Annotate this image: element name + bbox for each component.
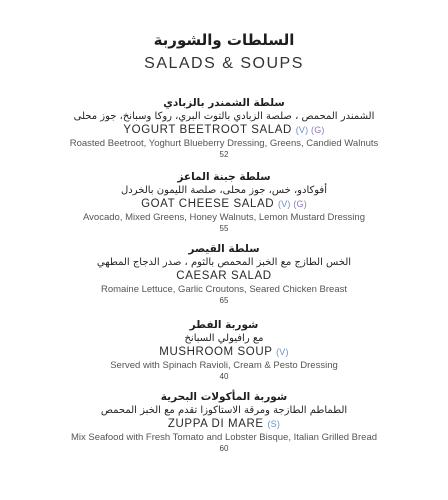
section-title-arabic: السلطات والشوربة [153, 31, 295, 49]
item-price: 40 [219, 372, 229, 381]
item-description: Served with Spinach Ravioli, Cream & Pesto Dressing [110, 360, 338, 371]
section-title: SALADS & SOUPS [144, 55, 304, 72]
menu-item [0, 242, 448, 306]
item-description: Avocado, Mixed Greens, Honey Walnuts, Lemon Mustard Dressing [83, 212, 365, 223]
item-name-arabic: شوربة المأكولات البحرية [160, 391, 288, 403]
item-name: GOAT CHEESE SALAD [141, 198, 275, 210]
item-name-arabic: سلطة جبنة الماعز [177, 171, 271, 183]
item-price: 55 [219, 224, 229, 233]
item-name-row [0, 269, 448, 283]
item-name-row [0, 123, 448, 137]
item-description: Mix Seafood with Fresh Tomato and Lobster Bisque, Italian Grilled Bread [70, 432, 378, 443]
gluten-tag: (G) [293, 199, 307, 209]
item-name-arabic: شوربة الفطر [189, 319, 259, 331]
item-description-arabic: الطماطم الطازجة ومرقة الاستاكوزا تقدم مع الخبز المحمص [100, 405, 348, 416]
item-name: YOGURT BEETROOT SALAD [123, 124, 292, 136]
item-name: ZUPPA DI MARE [167, 418, 264, 430]
item-description-arabic: الخس الطازج مع الخبز المحمص بالثوم ، صدر الدجاج المطهي [96, 257, 352, 268]
item-price: 65 [219, 296, 229, 305]
menu-item [0, 390, 448, 454]
item-description: Romaine Lettuce, Garlic Croutons, Seared Chicken Breast [100, 284, 348, 295]
item-name-row [0, 197, 448, 211]
item-price: 60 [219, 444, 229, 453]
item-description-arabic: أفوكادو، خس، جوز محلى، صلصة الليمون بالخردل [121, 185, 327, 196]
gluten-tag: (G) [311, 125, 325, 135]
item-description-arabic: الشمندر المحمص ، صلصة الزبادي بالتوت البري، روكا وسبانخ، جوز محلى [73, 111, 375, 122]
item-description-arabic: مع رافيولي السبانخ [184, 333, 264, 344]
seafood-tag: (S) [267, 419, 281, 429]
item-name-arabic: سلطة القيصر [188, 243, 260, 255]
menu-item [0, 96, 448, 160]
vegetarian-tag: (V) [278, 199, 291, 209]
item-name-row [0, 417, 448, 431]
item-name: CAESAR SALAD [176, 270, 272, 282]
menu-item [0, 170, 448, 234]
item-name-row [0, 345, 448, 359]
item-name-arabic: سلطة الشمندر بالزبادي [163, 97, 285, 109]
item-name: MUSHROOM SOUP [159, 346, 273, 358]
vegetarian-tag: (V) [295, 125, 309, 135]
item-price: 52 [219, 150, 229, 159]
vegetarian-tag: (V) [276, 347, 289, 357]
menu-item [0, 318, 448, 382]
item-description: Roasted Beetroot, Yoghurt Blueberry Dressing, Greens, Candied Walnuts [69, 138, 379, 149]
